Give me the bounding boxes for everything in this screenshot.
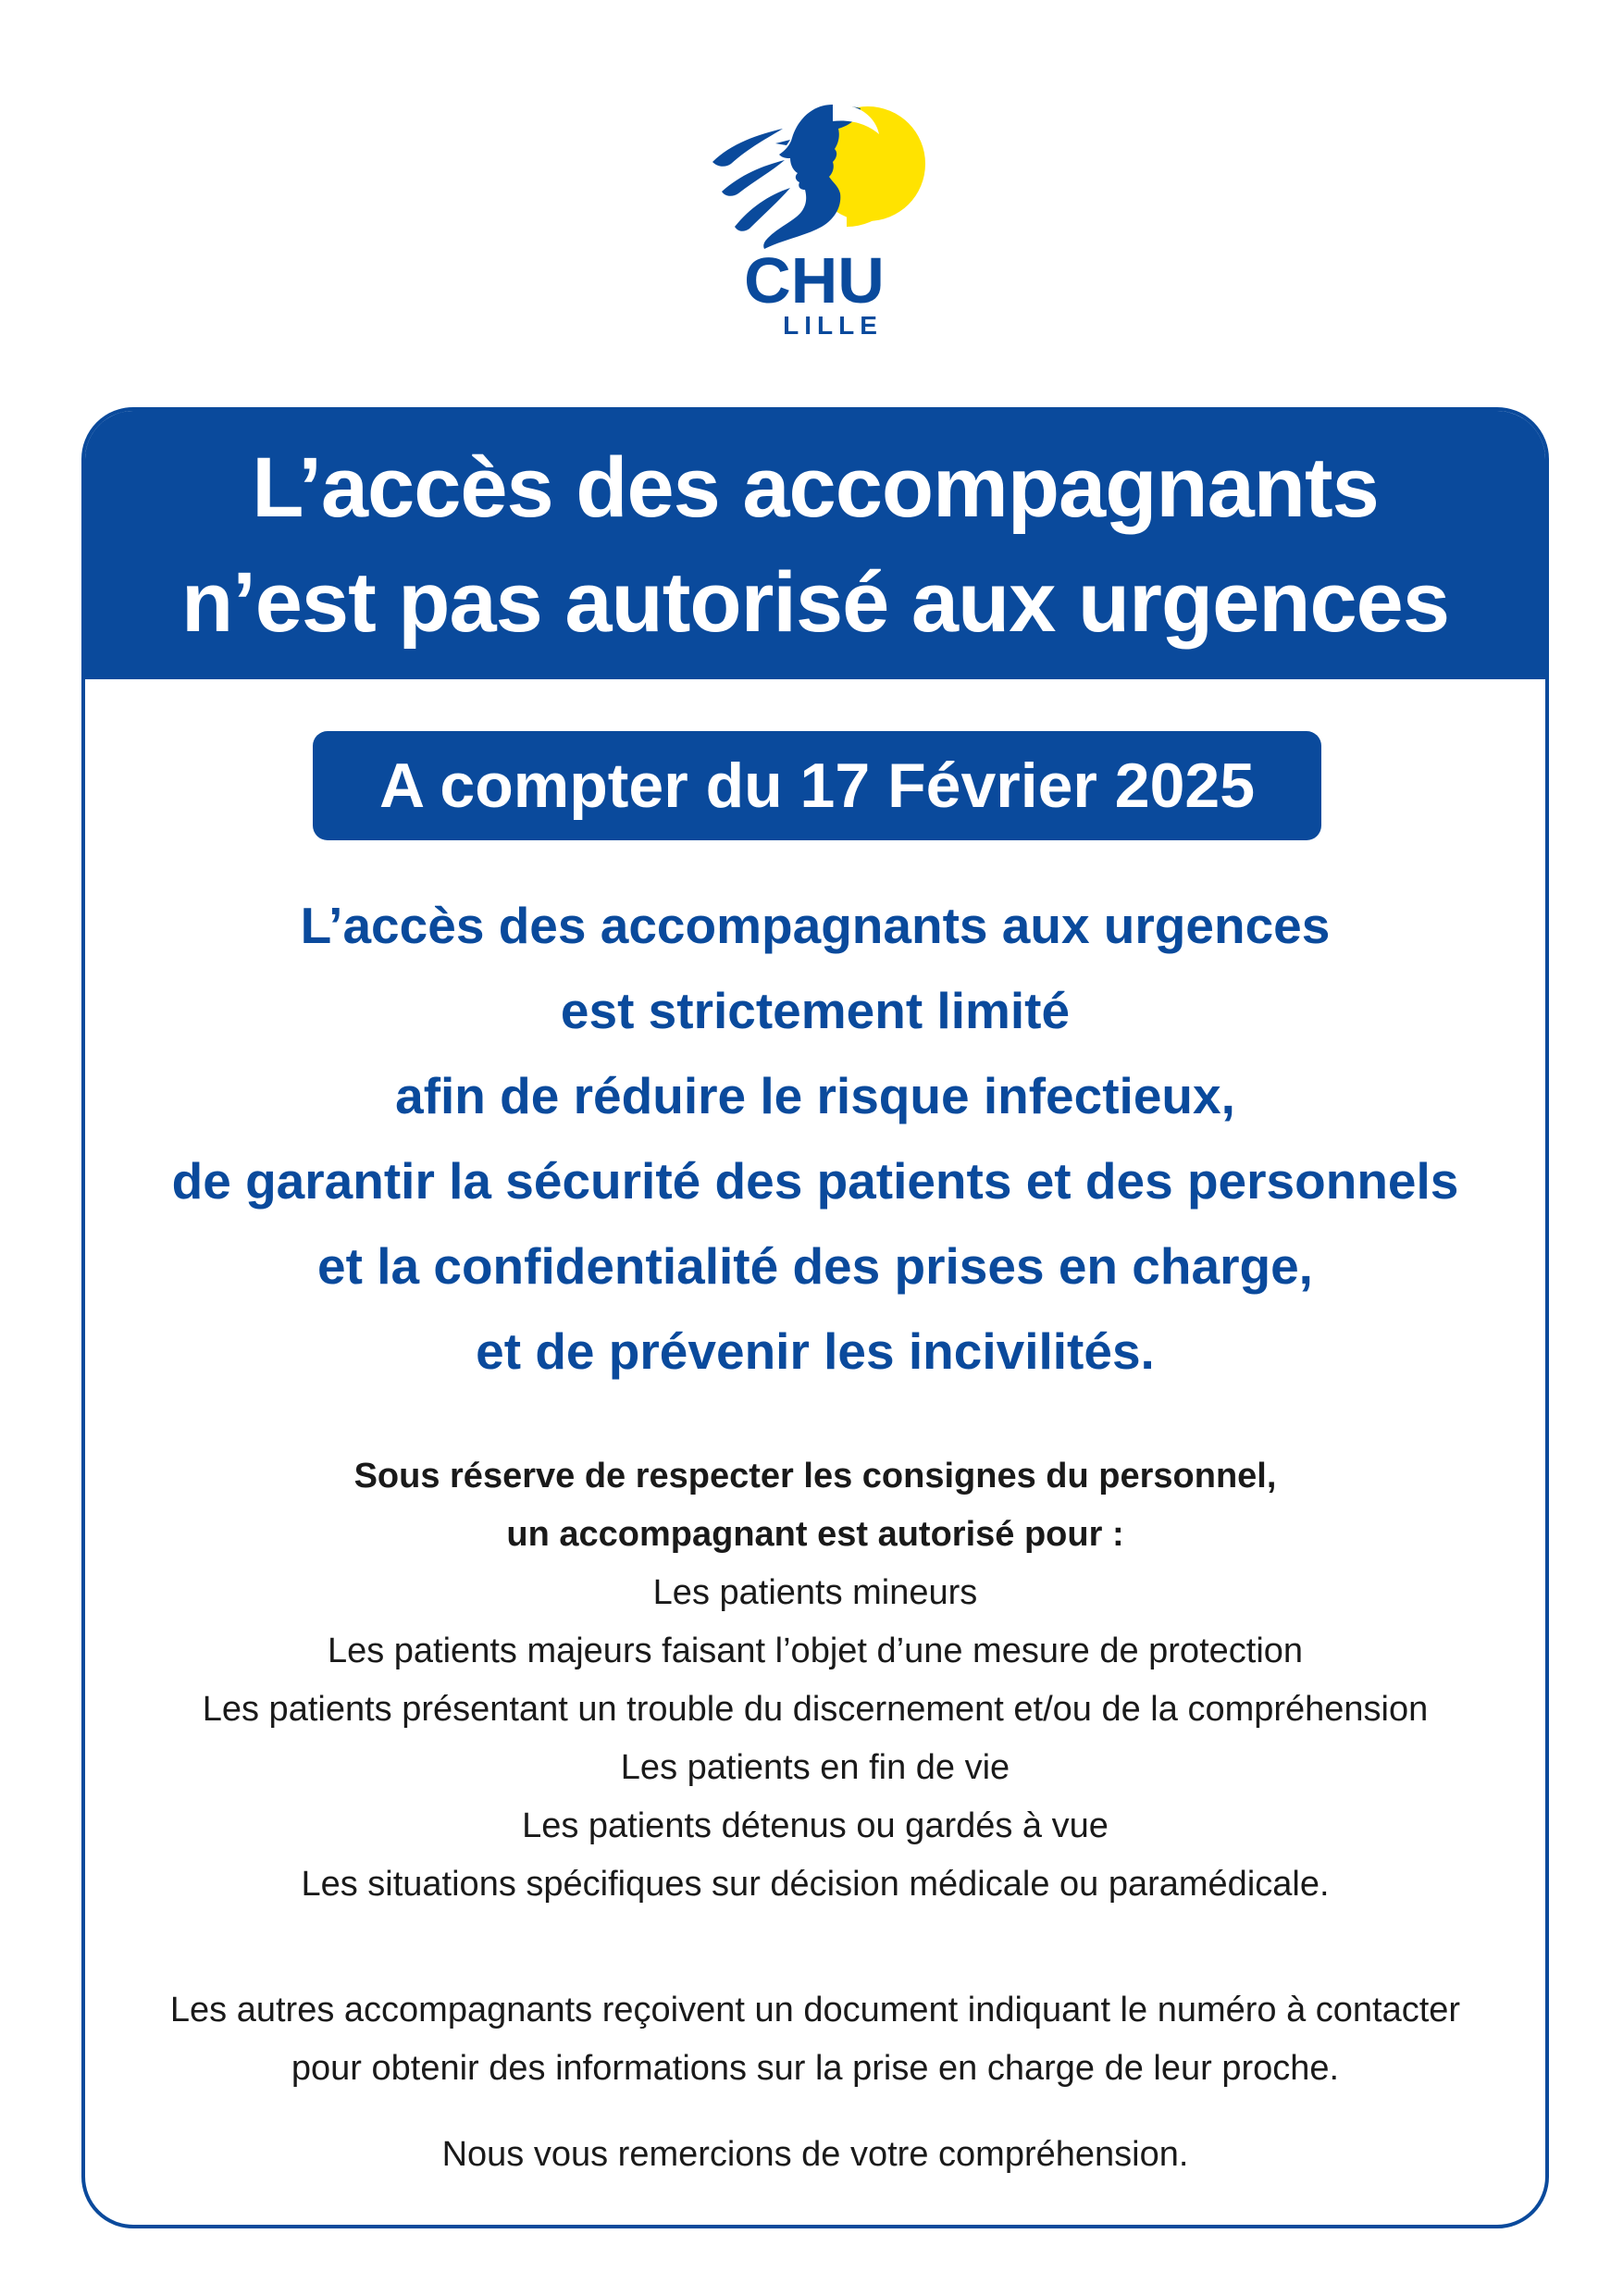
- thanks-line: Nous vous remercions de votre compréhension.: [441, 2135, 1189, 2174]
- condition-item: Les patients majeurs faisant l’objet d’une mesure de protection: [327, 1632, 1304, 1670]
- lead-line: et de prévenir les incivilités.: [476, 1322, 1155, 1380]
- lead-line: de garantir la sécurité des patients et des personnels: [171, 1152, 1459, 1210]
- notice-header: [85, 411, 1545, 679]
- conditions-intro-line: Sous réserve de respecter les consignes du personnel,: [353, 1457, 1277, 1496]
- chu-lille-logo-graphic: [694, 97, 935, 342]
- header-line-1: L’accès des accompagnants: [252, 441, 1379, 535]
- lead-line: et la confidentialité des prises en charge,: [317, 1237, 1313, 1295]
- lead-line: est strictement limité: [560, 982, 1071, 1039]
- lead-line: L’accès des accompagnants aux urgences: [300, 897, 1331, 954]
- others-line: Les autres accompagnants reçoivent un document indiquant le numéro à contacter: [169, 1991, 1461, 2029]
- logo-chu-text: CHU: [744, 244, 885, 316]
- lead-paragraph: [85, 883, 1545, 1394]
- chu-lille-logo: [694, 97, 935, 342]
- conditions-intro-line: un accompagnant est autorisé pour :: [506, 1515, 1124, 1554]
- lead-line: afin de réduire le risque infectieux,: [395, 1067, 1235, 1124]
- condition-item: Les patients mineurs: [652, 1573, 978, 1612]
- conditions-section: [85, 1447, 1545, 1914]
- others-paragraph: [85, 1981, 1545, 2098]
- others-line: pour obtenir des informations sur la prise en charge de leur proche.: [291, 2049, 1340, 2088]
- logo-lille-text: LILLE: [783, 311, 883, 340]
- header-line-2: n’est pas autorisé aux urgences: [181, 555, 1449, 650]
- condition-item: Les situations spécifiques sur décision médicale ou paramédicale.: [301, 1865, 1330, 1904]
- date-badge: A compter du 17 Février 2025: [313, 731, 1321, 840]
- condition-item: Les patients en fin de vie: [620, 1748, 1010, 1787]
- condition-item: Les patients détenus ou gardés à vue: [522, 1806, 1109, 1845]
- condition-item: Les patients présentant un trouble du discernement et/ou de la compréhension: [202, 1690, 1429, 1729]
- notice-panel: [81, 407, 1549, 2228]
